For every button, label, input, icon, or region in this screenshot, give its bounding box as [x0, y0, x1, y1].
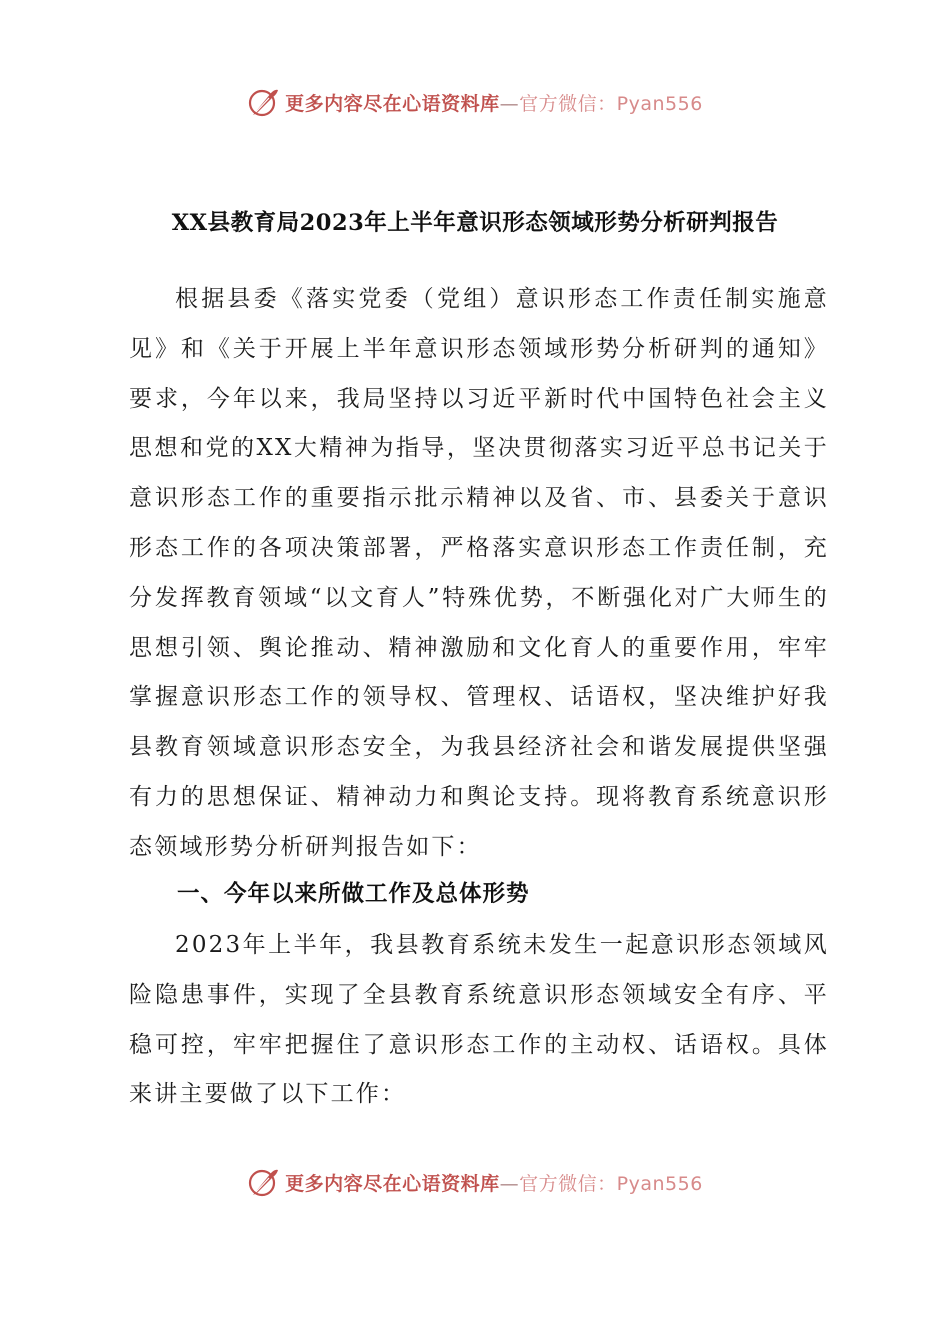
header-banner — [0, 82, 950, 122]
section-heading: 一、今年以来所做工作及总体形势 — [177, 881, 530, 907]
banner-wechat: 官方微信：Pyan556 — [519, 1172, 703, 1195]
banner-dash: — — [499, 92, 520, 115]
intro-paragraph: 根据县委《落实党委（党组）意识形态工作责任制实施意见》和《关于开展上半年意识形态领域形势分析研判的通知》要求，今年以来，我局坚持以习近平新时代中国特色社会主义思想和党的XX大精神为指导，坚决贯彻落实习近平总书记关于意识形态工作的重要指示批示精神以及省、市、县委关于意识形态工作的各项决策部署，严格落实意识形态工作责任制，充分发挥教育领域“以文育人”特殊优势，不断强化对广大师生的思想引领、舆论推动、精神激励和文化育人的重要作用，牢牢掌握意识形态工作的领导权、管理权、话语权，坚决维护好我县教育领域意识形态安全，为我县经济社会和谐发展提供坚强有力的思想保证、精神动力和舆论支持。现将教育系统意识形态领域形势分析研判报告如下： — [129, 286, 829, 860]
banner-wechat: 官方微信：Pyan556 — [519, 92, 703, 115]
document-title: XX县教育局2023年上半年意识形态领域形势分析研判报告 — [171, 210, 779, 236]
banner-dash: — — [499, 1172, 520, 1195]
banner-lead: 更多内容尽在心语资料库 — [285, 92, 500, 115]
quill-pen-logo-icon — [247, 85, 281, 119]
banner-lead: 更多内容尽在心语资料库 — [285, 1172, 500, 1195]
banner-text — [285, 1169, 703, 1196]
section-paragraph: 2023年上半年，我县教育系统未发生一起意识形态领域风险隐患事件，实现了全县教育系统意识形态领域安全有序、平稳可控，牢牢把握住了意识形态工作的主动权、话语权。具体来讲主要做了以下工作： — [129, 932, 829, 1108]
banner-text — [285, 89, 703, 116]
footer-banner — [0, 1162, 950, 1202]
quill-pen-logo-icon — [247, 1165, 281, 1199]
